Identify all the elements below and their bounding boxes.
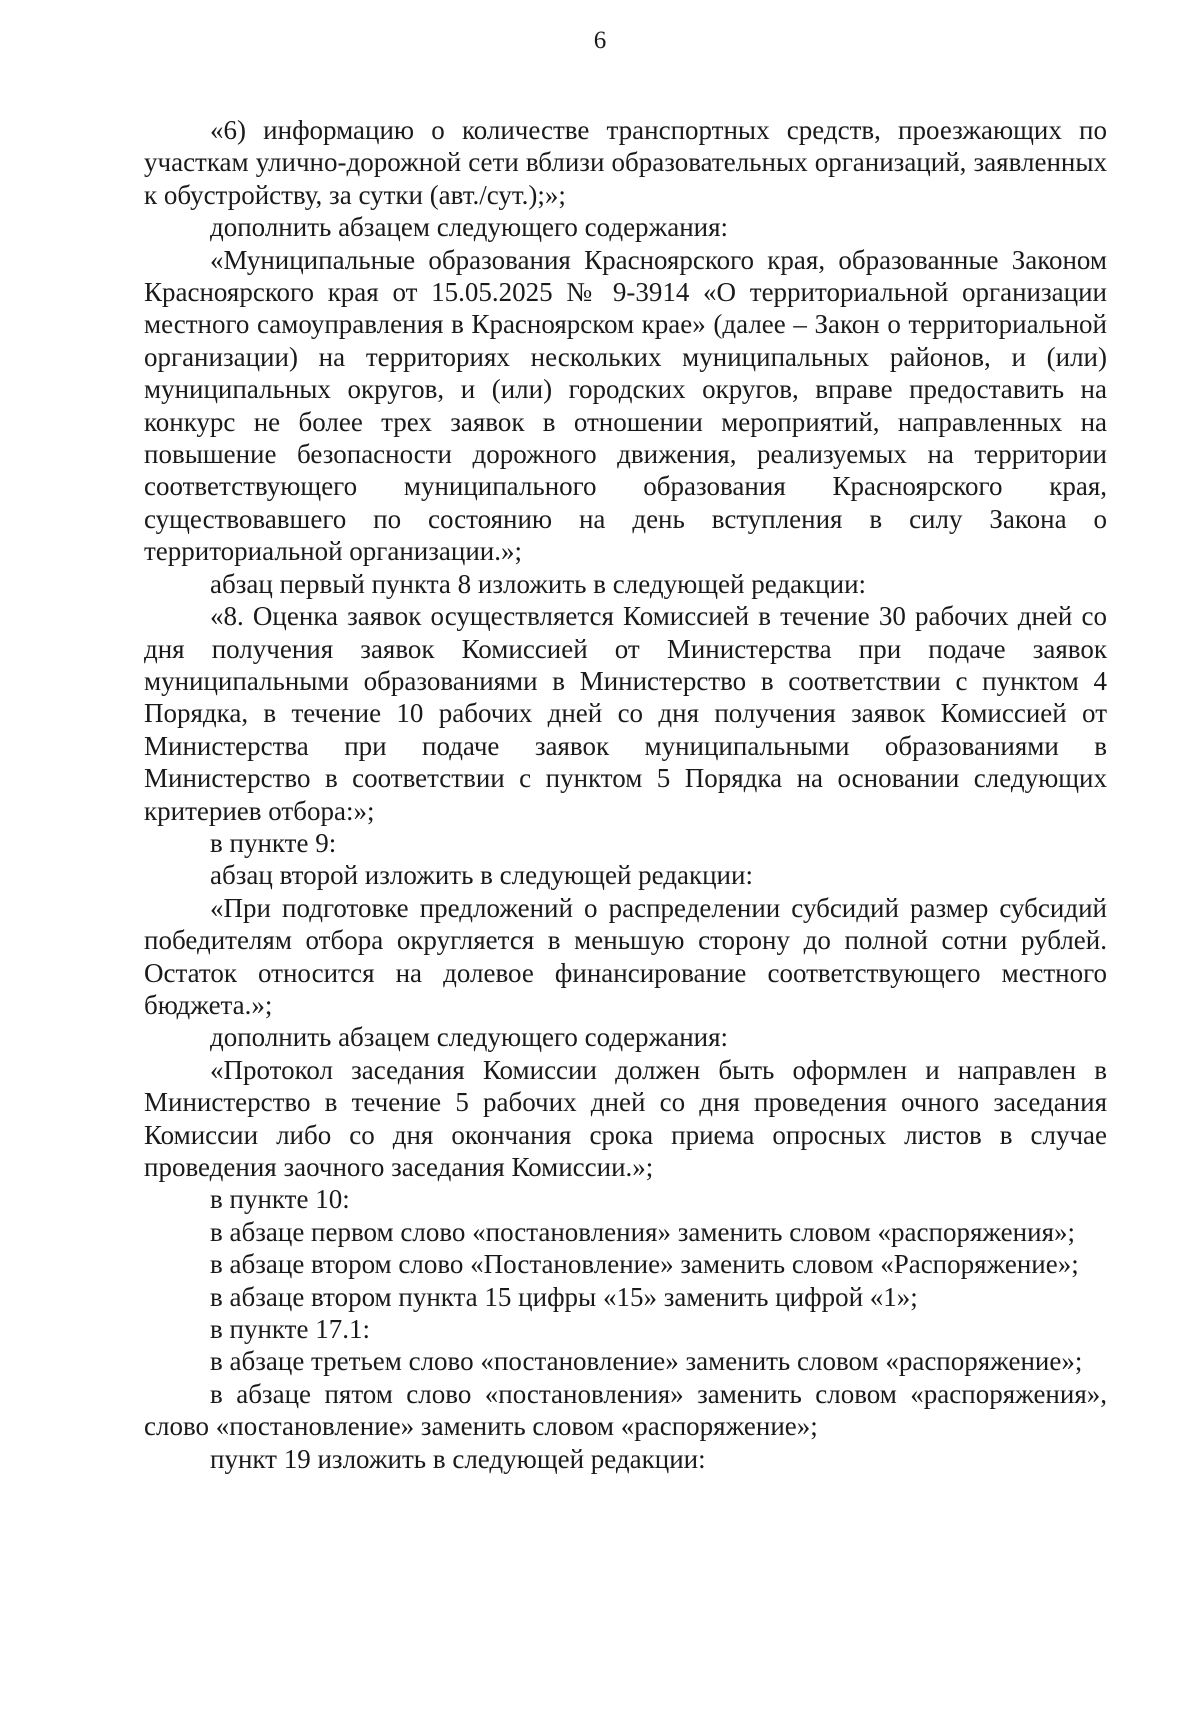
paragraph: в пункте 17.1: [210, 1314, 370, 1345]
paragraph: «Муниципальные образования Красноярского края, образованные Законом Красноярского края от 15.05.2025 № 9-3914 «О территориальной организации местного самоуправления в Красноярском крае» (далее – Закон о территориальной организации) на территориях нескольких муниципальных районов, и (или) муниципальных округов, и (или) городских округов, вправе предоставить на конкурс не более трех заявок в отношении мероприятий, направленных на повышение безопасности дорожного движения, реализуемых на территории соответствующего муниципального образования Красноярского края, существовавшего по состоянию на день вступления в силу Закона о территориальной организации.»; [144, 244, 1107, 567]
paragraph: дополнить абзацем следующего содержания: [210, 212, 729, 243]
paragraph: в абзаце втором пункта 15 цифры «15» заменить цифрой «1»; [210, 1281, 918, 1312]
page-number: 6 [593, 27, 607, 54]
paragraph: в абзаце пятом слово «постановления» заменить словом «распоряжения», слово «постановление» заменить словом «распоряжение»; [144, 1378, 1107, 1442]
paragraph: «8. Оценка заявок осуществляется Комиссией в течение 30 рабочих дней со дня получения заявок Комиссией от Министерства при подаче заявок муниципальными образованиями в Министерство в соответствии с пунктом 4 Порядка, в течение 10 рабочих дней со дня получения заявок Комиссией от Министерства при подаче заявок муниципальными образованиями в Министерство в соответствии с пунктом 5 Порядка на основании следующих критериев отбора:»; [144, 601, 1107, 826]
document-body [144, 114, 1107, 1475]
paragraph: пункт 19 изложить в следующей редакции: [210, 1443, 706, 1474]
paragraph: абзац второй изложить в следующей редакции: [210, 860, 753, 891]
paragraph: дополнить абзацем следующего содержания: [210, 1022, 729, 1053]
paragraph: «6) информацию о количестве транспортных средств, проезжающих по участкам улично-дорожной сети вблизи образовательных организаций, заявленных к обустройству, за сутки (авт./сут.);»; [144, 115, 1107, 210]
paragraph: в пункте 10: [210, 1184, 350, 1215]
paragraph: в абзаце третьем слово «постановление» заменить словом «распоряжение»; [210, 1346, 1083, 1377]
paragraph: абзац первый пункта 8 изложить в следующей редакции: [210, 568, 867, 599]
paragraph: в абзаце первом слово «постановления» заменить словом «распоряжения»; [210, 1216, 1075, 1247]
paragraph: в пункте 9: [210, 827, 337, 858]
paragraph: «При подготовке предложений о распределении субсидий размер субсидий победителям отбора округляется в меньшую сторону до полной сотни рублей. Остаток относится на долевое финансирование соответствующего местного бюджета.»; [144, 892, 1107, 1020]
paragraph: «Протокол заседания Комиссии должен быть оформлен и направлен в Министерство в течение 5 рабочих дней со дня проведения очного заседания Комиссии либо со дня окончания срока приема опросных листов в случае проведения заочного заседания Комиссии.»; [144, 1054, 1107, 1182]
paragraph: в абзаце втором слово «Постановление» заменить словом «Распоряжение»; [210, 1249, 1079, 1280]
